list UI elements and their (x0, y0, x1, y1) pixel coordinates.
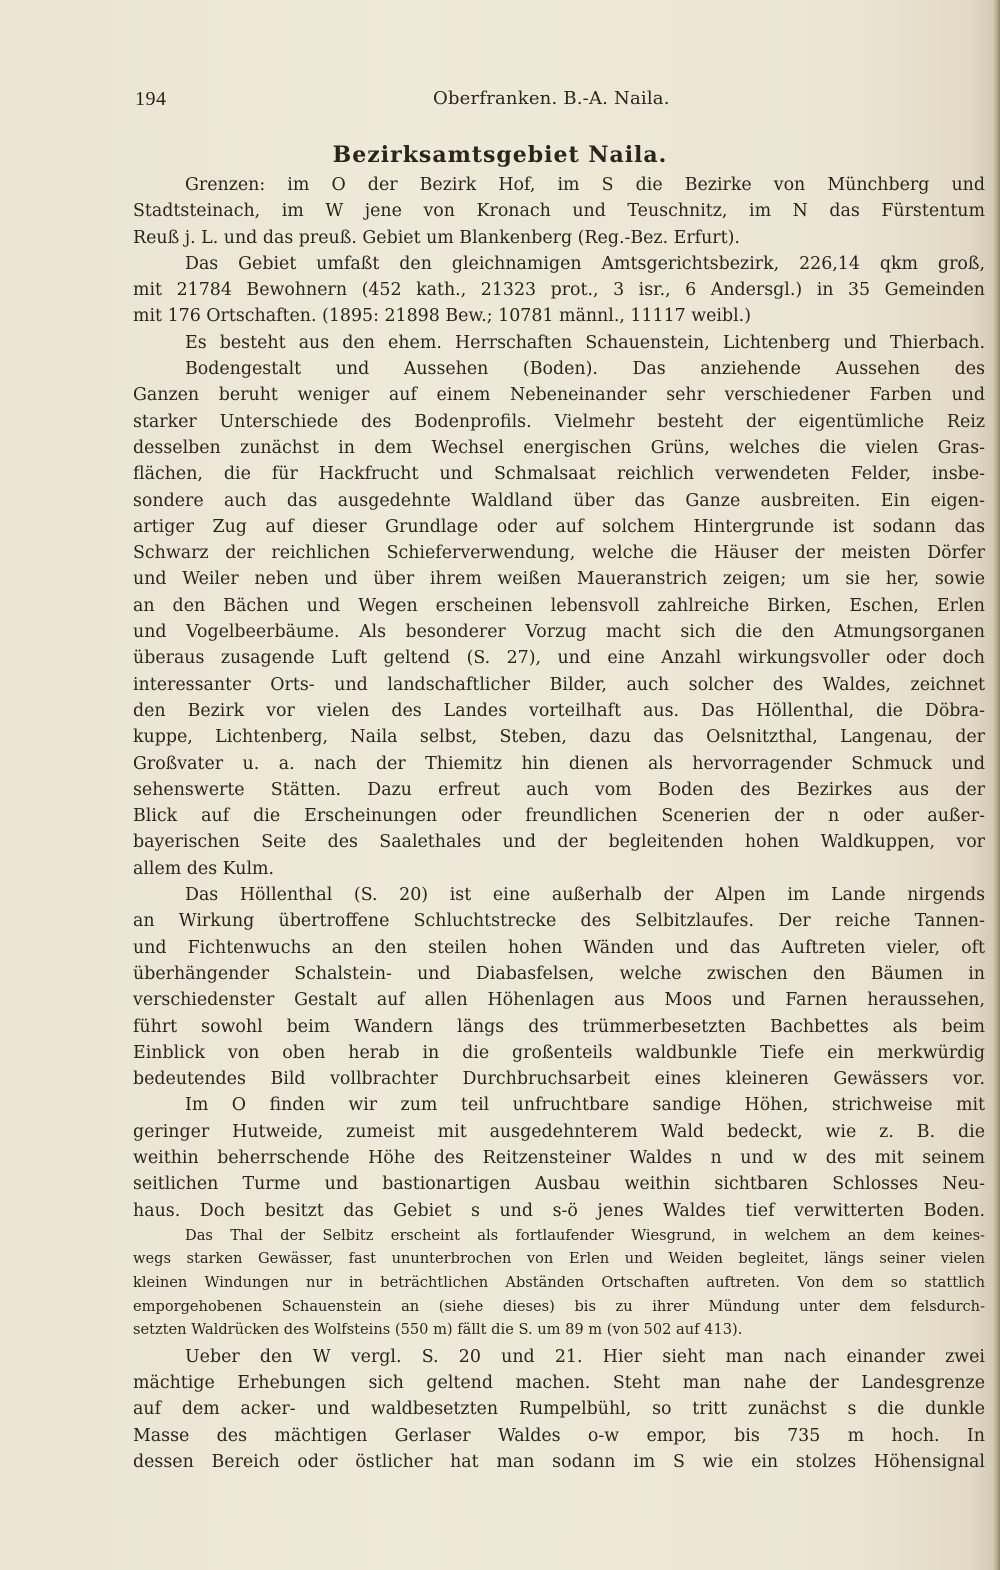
paragraph-hoellenthal (133, 882, 985, 1092)
text-line: Grenzen: im O der Bezirk Hof, im S die Bezirke von Münchberg und (185, 175, 985, 195)
text-line: Einblick von oben herab in die großenteils waldbunkle Tiefe ein merkwürdig (133, 1042, 985, 1063)
text-line: und Fichtenwuchs an den steilen hohen Wänden und das Auftreten vieler, oft (133, 937, 985, 958)
text-line: mächtige Erhebungen sich geltend machen. Steht man nahe der Landesgrenze (133, 1373, 985, 1394)
note-line: emporgehobenen Schauenstein an (siehe dieses) bis zu ihrer Mündung unter dem felsdurch- (133, 1297, 985, 1315)
note-line: setzten Waldrücken des Wolfsteins (550 m) fällt die S. um 89 m (von 502 auf 413). (133, 1321, 743, 1339)
page-header (135, 88, 985, 118)
text-line: führt sowohl beim Wandern längs des trümmerbesetzten Bachbettes als beim (133, 1016, 985, 1037)
running-head: Oberfranken. B.-A. Naila. (433, 88, 670, 109)
note-line: Das Thal der Selbitz erscheint als fortlaufender Wiesgrund, in welchem an dem keines- (185, 1226, 985, 1244)
text-line: verschiedenster Gestalt auf allen Höhenlagen aus Moos und Farnen heraussehen, (133, 990, 985, 1011)
text-line: interessanter Orts- und landschaftlicher Bilder, auch solcher des Waldes, zeichnet (133, 674, 985, 695)
text-line: Schwarz der reichlichen Schieferverwendung, welche die Häuser der meisten Dörfer (133, 543, 985, 564)
text-line: starker Unterschiede des Bodenprofils. Vielmehr besteht der eigentümliche Reiz (133, 411, 985, 432)
text-line: artiger Zug auf dieser Grundlage oder auf solchem Hintergrunde ist sodann das (133, 516, 985, 537)
text-line: mit 176 Ortschaften. (1895: 21898 Bew.; 10781 männl., 11117 weibl.) (133, 306, 751, 327)
page-number: 194 (135, 88, 167, 110)
text-line: weithin beherrschende Höhe des Reitzensteiner Waldes n und w des mit seinem (133, 1147, 985, 1168)
note-line: kleinen Windungen nur in beträchtlichen Abständen Ortschaften auftreten. Von dem so stattlich (133, 1274, 985, 1292)
text-line: und Vogelbeerbäume. Als besonderer Vorzug macht sich die den Atmungsorganen (133, 622, 985, 643)
text-line: flächen, die für Hackfrucht und Schmalsaat reichlich verwendeten Felder, insbe- (133, 464, 985, 485)
text-line: Das Höllenthal (S. 20) ist eine außerhalb der Alpen im Lande nirgends (185, 885, 985, 906)
text-line: und Weiler neben und über ihrem weißen Maueranstrich zeigen; um sie her, sowie (133, 569, 985, 590)
text-line: kuppe, Lichtenberg, Naila selbst, Steben, dazu das Oelsnitzthal, Langenau, der (133, 727, 985, 748)
text-line: allem des Kulm. (133, 858, 275, 879)
text-line: mit 21784 Bewohnern (452 kath., 21323 prot., 3 isr., 6 Andersgl.) in 35 Gemeinden (133, 280, 985, 301)
body-text (133, 172, 985, 1475)
text-line: überhängender Schalstein- und Diabasfelsen, welche zwischen den Bäumen in (133, 963, 985, 984)
text-line: bayerischen Seite des Saalethales und der begleitenden hohen Waldkuppen, vor (133, 832, 985, 853)
text-line: sondere auch das ausgedehnte Waldland über das Ganze ausbreiten. Ein eigen- (133, 490, 985, 511)
text-line: Ueber den W vergl. S. 20 und 21. Hier sieht man nach einander zwei (185, 1346, 985, 1367)
text-line: sehenswerte Stätten. Dazu erfreut auch vom Boden des Bezirkes aus der (133, 779, 985, 800)
text-line: Großvater u. a. nach der Thiemitz hin dienen als hervorragender Schmuck und (133, 753, 985, 774)
text-line: Ganzen beruht weniger auf einem Nebeneinander sehr verschiedener Farben und (133, 385, 985, 406)
text-line: geringer Hutweide, zumeist mit ausgedehnterem Wald bedeckt, wie z. B. die (133, 1121, 985, 1142)
text-line: auf dem acker- und waldbesetzten Rumpelbühl, so tritt zunächst s die dunkle (133, 1399, 985, 1420)
text-line: Bodengestalt und Aussehen (Boden). Das anziehende Aussehen des (185, 359, 985, 380)
text-line: den Bezirk vor vielen des Landes vorteilhaft aus. Das Höllenthal, die Döbra- (133, 700, 985, 721)
text-line: Im O finden wir zum teil unfruchtbare sandige Höhen, strichweise mit (185, 1095, 985, 1116)
text-line: seitlichen Turme und bastionartigen Ausbau weithin sichtbaren Schlosses Neu- (133, 1174, 985, 1195)
text-line: überaus zusagende Luft geltend (S. 27), und eine Anzahl wirkungsvoller oder doch (133, 648, 985, 669)
text-line: an Wirkung übertroffene Schluchtstrecke des Selbitzlaufes. Der reiche Tannen- (133, 911, 985, 932)
text-line: an den Bächen und Wegen erscheinen lebensvoll zahlreiche Birken, Eschen, Erlen (133, 595, 985, 616)
text-line: Blick auf die Erscheinungen oder freundlichen Scenerien der n oder außer- (133, 806, 985, 827)
note-line: wegs starken Gewässer, fast ununterbrochen von Erlen und Weiden begleitet, längs seiner vielen (133, 1250, 985, 1268)
page-edge (992, 0, 1000, 1570)
text-line: desselben zunächst in dem Wechsel energischen Grüns, welches die vielen Gras- (133, 437, 985, 458)
section-title: Bezirksamtsgebiet Naila. (332, 142, 668, 168)
small-print-note (133, 1224, 985, 1342)
text-line: Das Gebiet umfaßt den gleichnamigen Amtsgerichtsbezirk, 226,14 qkm groß, (185, 253, 985, 274)
text-line: dessen Bereich oder östlicher hat man sodann im S wie ein stolzes Höhensignal (133, 1452, 985, 1473)
text-line: Masse des mächtigen Gerlaser Waldes o-w empor, bis 735 m hoch. In (133, 1425, 985, 1446)
paragraph-west (133, 1344, 985, 1475)
text-line: Es besteht aus den ehem. Herrschaften Schauenstein, Lichtenberg und Thierbach. (185, 332, 985, 353)
paragraph-borders (133, 172, 985, 356)
paragraph-landscape (133, 356, 985, 882)
text-line: haus. Doch besitzt das Gebiet s und s-ö jenes Waldes tief verwitterten Boden. (133, 1200, 985, 1221)
text-line: Reuß j. L. und das preuß. Gebiet um Blankenberg (Reg.-Bez. Erfurt). (133, 227, 740, 248)
text-line: Stadtsteinach, im W jene von Kronach und Teuschnitz, im N das Fürstentum (133, 201, 985, 222)
text-line: bedeutendes Bild vollbrachter Durchbruchsarbeit eines kleineren Gewässers vor. (133, 1069, 985, 1090)
paragraph-east (133, 1092, 985, 1223)
